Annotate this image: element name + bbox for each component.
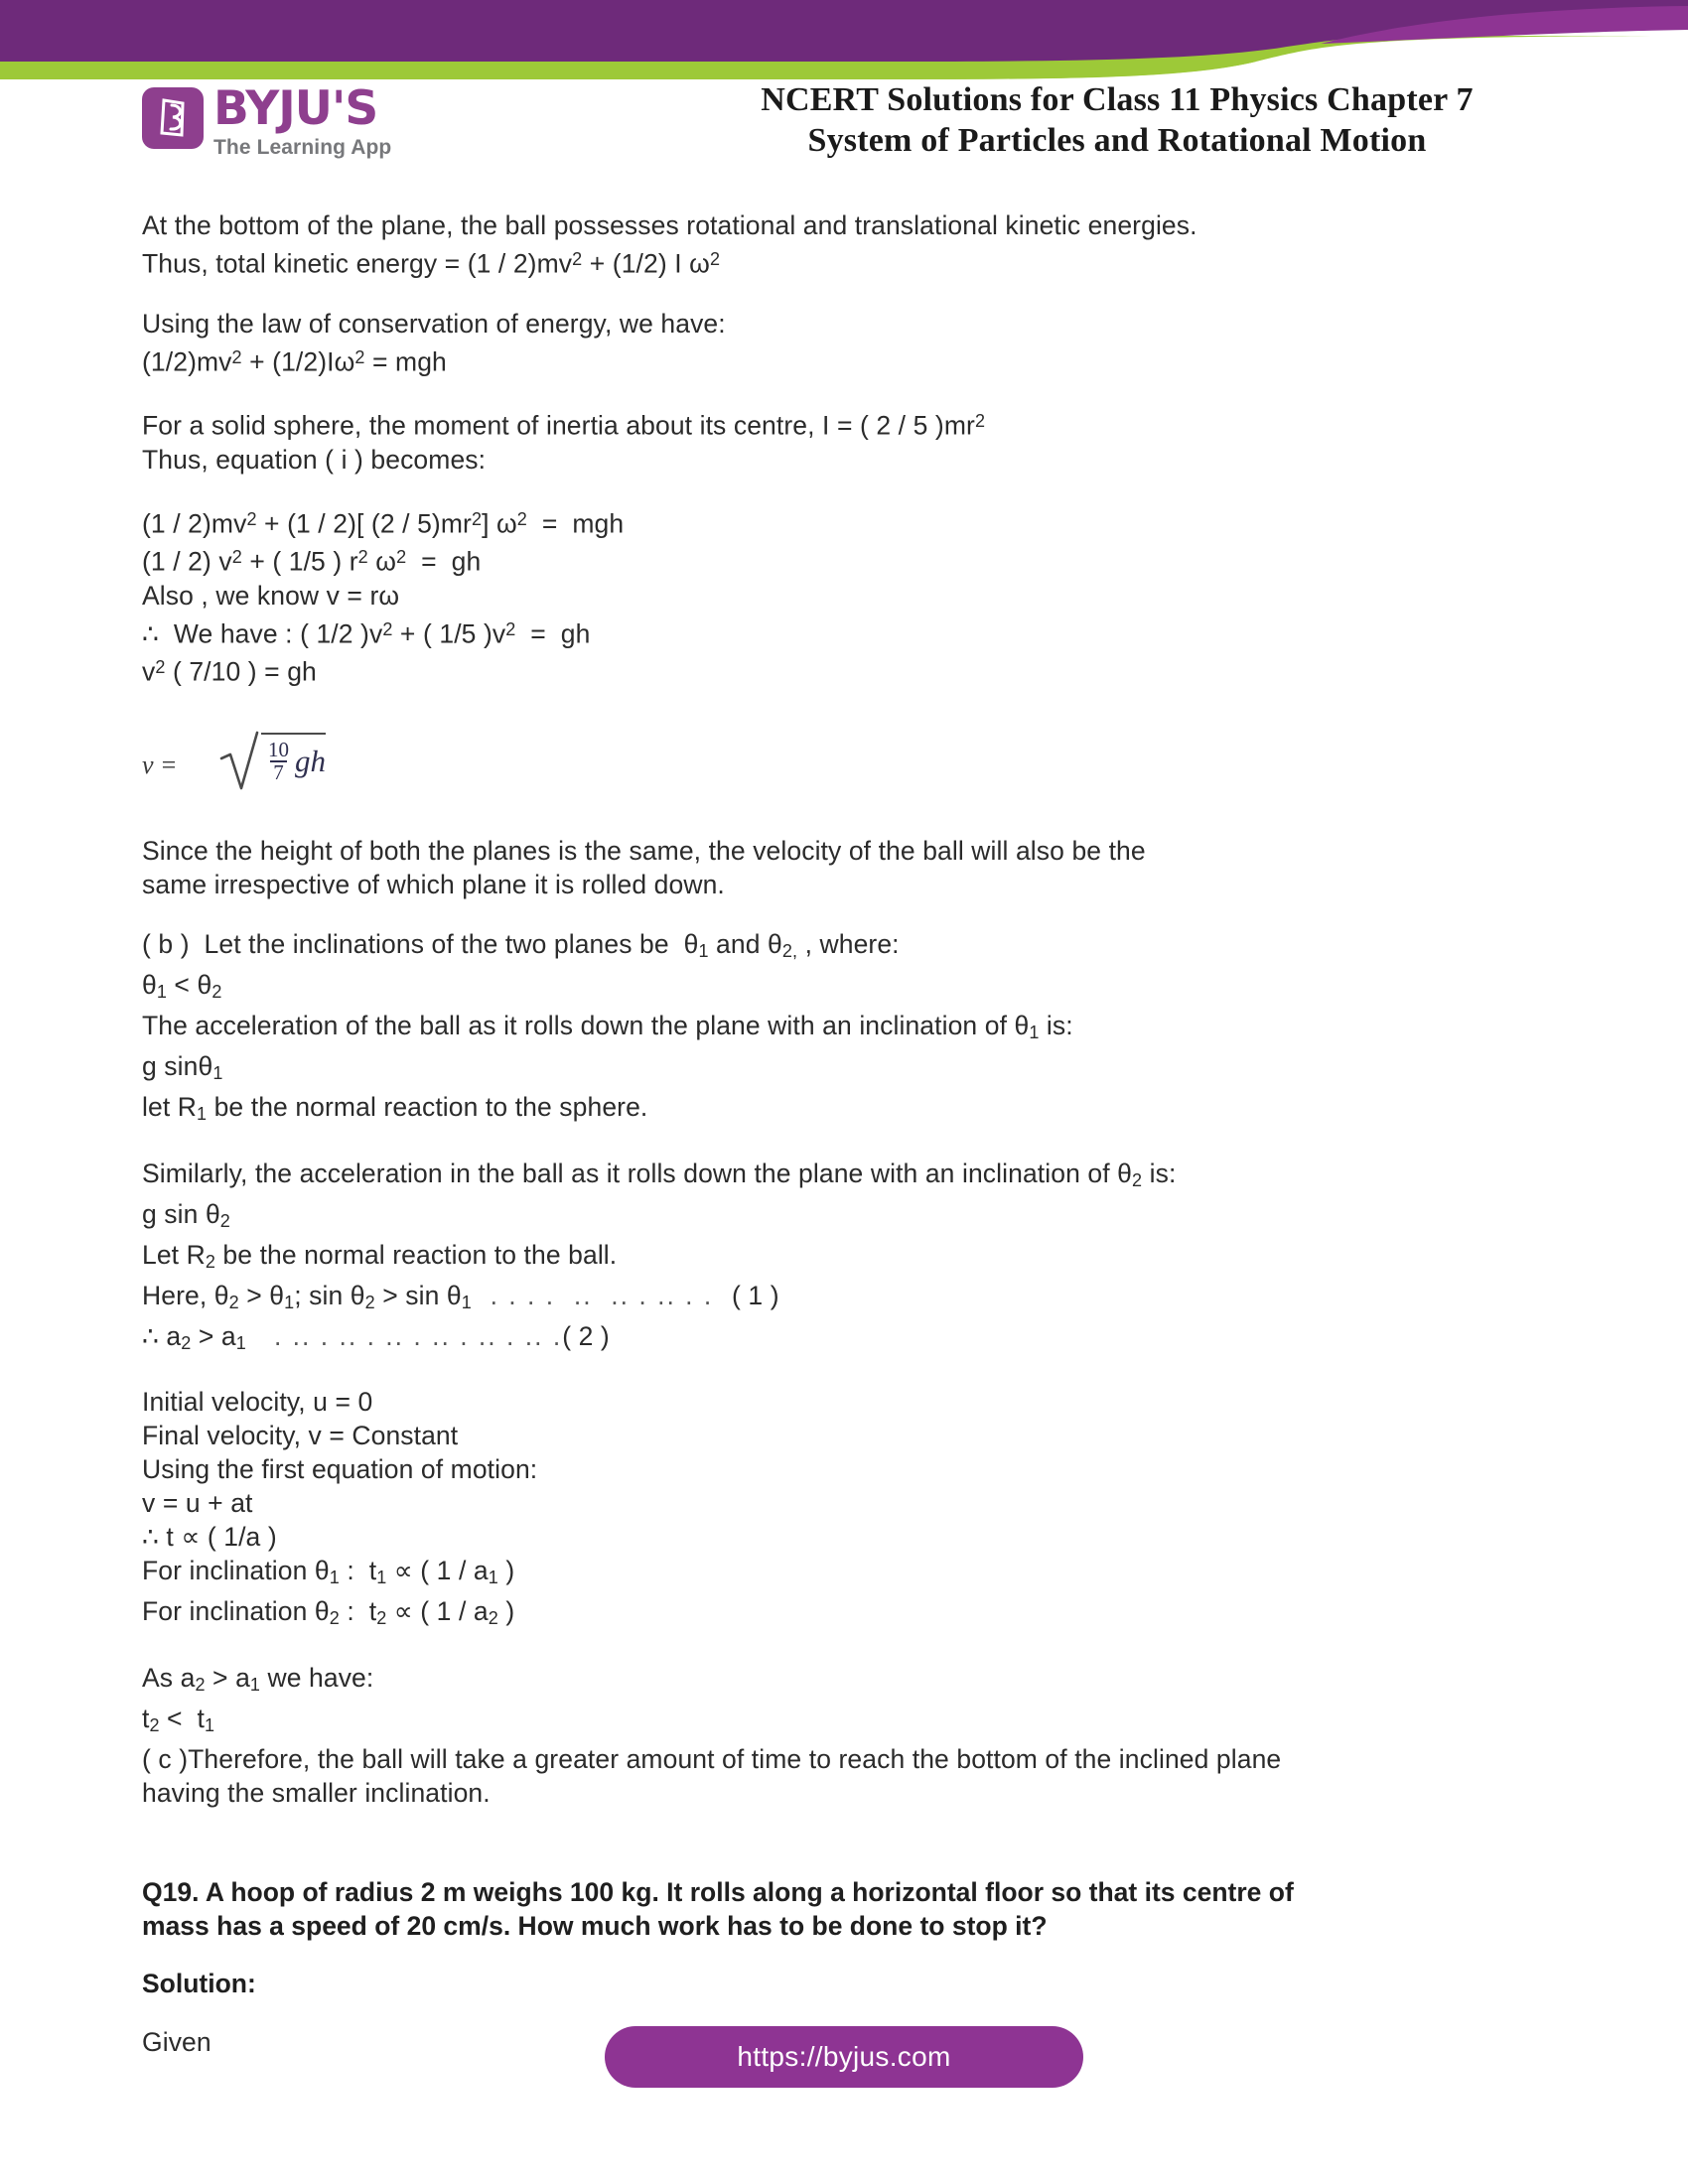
text-run: For a solid sphere, the moment of inertia about its centre, I = ( 2 / 5 )mr [142,410,975,441]
text-run: let R [142,1091,197,1122]
text-run: : t [339,1556,377,1586]
text-run: ∝ ( 1 / a [386,1556,489,1586]
subscript: 1 [488,1568,498,1588]
text-run: g sinθ [142,1050,213,1081]
text-line [142,540,1552,579]
subscript: 1 [284,1292,295,1312]
text-line: having the smaller inclination. [142,1778,491,1809]
text-run: be the normal reaction to the sphere. [207,1091,648,1122]
superscript: 2 [572,249,583,269]
paragraph-conservation-of-energy [142,307,1552,379]
text-line [142,1279,1552,1319]
text-line: ∴ t ∝ ( 1/a ) [142,1522,277,1553]
subscript: 1 [205,1715,215,1736]
superscript: 2 [516,508,527,529]
banner-green-band [0,36,1688,79]
text-line: v = u + at [142,1488,253,1519]
superscript: 2 [471,508,483,529]
text-run: Thus, total kinetic energy = (1 / 2)mv [142,248,573,279]
text-run: (1/2)mv [142,346,232,377]
text-run: > θ [238,1280,285,1310]
subscript: 1 [197,1103,208,1124]
text-run: + ( 1/5 ) r [241,546,358,577]
radical-sign-icon [219,727,261,792]
superscript: 2 [382,618,393,639]
text-line: mass has a speed of 20 cm/s. How much work has to be done to stop it? [142,1911,1048,1942]
superscript: 2 [974,411,986,432]
text-run: + (1/2)Iω [241,346,355,377]
text-line [142,1049,1552,1090]
text-line [142,1702,1552,1742]
banner-green-curve [0,36,1256,79]
text-run: (1 / 2)mv [142,508,247,539]
formula-lhs: v = [142,750,178,779]
superscript: 2 [231,346,242,367]
subscript: 2 [149,1715,160,1736]
logo-wordmark: BYJU'S [213,81,378,136]
text-run: ∝ ( 1 / a [386,1596,489,1627]
text-line: ( c )Therefore, the ball will take a greater amount of time to reach the bottom of the inclined plane [142,1744,1282,1775]
paragraph-same-height [142,834,1552,901]
text-run: (1 / 2) v [142,546,232,577]
text-run: > sin θ [374,1280,462,1310]
text-run: ; sin θ [294,1280,365,1310]
text-run: v [142,656,156,687]
text-line: Using the first equation of motion: [142,1454,538,1485]
subscript: 1 [249,1675,261,1696]
text-run: ( 7/10 ) = gh [165,656,317,687]
logo-b-glyph [142,87,204,149]
banner-purple-accent [1321,6,1688,44]
subscript: 2, [781,940,798,961]
text-run: g sin θ [142,1198,220,1229]
text-run: θ [142,969,157,1000]
subscript: 2 [228,1292,239,1312]
text-line: Using the law of conservation of energy, we have: [142,308,726,339]
byjus-url-text: https://byjus.com [737,2041,951,2072]
subscript: 2 [1132,1169,1143,1190]
text-line [142,1009,1552,1049]
logo-tagline: The Learning App [213,135,392,159]
text-run: > a [191,1320,236,1351]
text-line [142,650,1552,689]
leader-dots: . . . . .. .. . .. . . [471,1280,732,1310]
text-run: ( b ) Let the inclinations of the two planes be θ [142,928,699,959]
text-line [142,1157,1552,1197]
paragraph-equations-of-motion [142,1385,1552,1635]
text-run: = gh [515,618,591,649]
text-line [142,1661,1552,1702]
subscript: 1 [329,1568,340,1588]
superscript: 2 [155,657,166,678]
text-line: Also , we know v = rω [142,580,400,611]
superscript: 2 [505,618,516,639]
text-line [142,1238,1552,1279]
radicand [261,733,326,784]
equation-number: ( 2 ) [562,1320,610,1351]
paragraph-derivation [142,502,1552,689]
text-run: we have: [260,1663,374,1694]
text-line [142,1090,1552,1131]
superscript: 2 [231,547,242,568]
given-label: Given [142,2027,211,2058]
subscript: 2 [488,1608,498,1629]
text-line: Q19. A hoop of radius 2 m weighs 100 kg. It rolls along a horizontal floor so that its centre of [142,1877,1294,1908]
text-line: At the bottom of the plane, the ball possesses rotational and translational kinetic energies. [142,210,1197,240]
banner-purple-band [0,0,1688,62]
text-run: ) [497,1556,515,1586]
radicand-gh: gh [295,743,326,778]
text-line [142,1319,1552,1360]
text-line [142,502,1552,541]
title-line-1: NCERT Solutions for Class 11 Physics Chapter 7 [761,81,1474,118]
document-title [596,79,1638,162]
superscript: 2 [246,508,257,529]
text-run: t [142,1704,150,1734]
title-line-2: System of Particles and Rotational Motion [807,122,1427,160]
text-run: = gh [406,546,482,577]
subscript: 1 [461,1292,472,1312]
subscript: 1 [1029,1022,1040,1042]
text-run: : t [339,1596,377,1627]
subscript: 2 [211,981,222,1002]
superscript: 2 [396,547,407,568]
solution-heading: Solution: [142,1969,256,1999]
text-line [142,1554,1552,1594]
superscript: 2 [354,346,365,367]
subscript: 1 [376,1568,387,1588]
subscript: 2 [219,1210,230,1231]
text-run: = mgh [364,346,447,377]
equation-number: ( 1 ) [732,1280,779,1310]
text-run: ∴ We have : ( 1/2 )v [142,618,383,649]
text-run: Similarly, the acceleration in the ball as it rolls down the plane with an inclination of θ [142,1158,1133,1188]
superscript: 2 [357,547,368,568]
text-run: For inclination θ [142,1596,330,1627]
text-run: > a [205,1663,250,1694]
subscript: 1 [156,981,167,1002]
text-line: Final velocity, v = Constant [142,1421,459,1451]
paragraph-moment-of-inertia [142,404,1552,477]
paragraph-theta2-acceleration [142,1157,1552,1360]
text-run: is: [1039,1010,1073,1040]
fraction-numerator: 10 [268,737,289,761]
text-run: + ( 1/5 )v [392,618,506,649]
text-run: As a [142,1663,196,1694]
text-line [142,927,1552,968]
subscript: 2 [205,1251,215,1272]
subscript: 2 [181,1332,192,1353]
section-spacer [142,1836,1552,1875]
text-run: Let R [142,1239,206,1270]
subscript: 1 [235,1332,246,1353]
byjus-logo [142,81,392,160]
paragraph-conclusion [142,1661,1552,1810]
subscript: 2 [329,1608,340,1629]
text-run: The acceleration of the ball as it rolls down the plane with an inclination of θ [142,1010,1030,1040]
text-line [142,613,1552,651]
fraction-denominator: 7 [270,760,287,783]
text-run: + (1 / 2)[ (2 / 5)mr [256,508,472,539]
header-banner [0,0,1688,89]
text-line: Since the height of both the planes is the same, the velocity of the ball will also be the [142,835,1146,866]
text-run: For inclination θ [142,1556,330,1586]
text-run: be the normal reaction to the ball. [214,1239,618,1270]
text-run: ] ω [482,508,517,539]
formula-radical [219,727,326,792]
document-body [142,208,1552,2085]
subscript: 1 [212,1062,223,1083]
text-line [142,968,1552,1009]
text-line [142,341,1552,379]
superscript: 2 [709,249,721,269]
question-19-heading [142,1875,1552,1943]
text-line [142,1594,1552,1635]
text-line: Thus, equation ( i ) becomes: [142,444,487,475]
subscript: 2 [364,1292,375,1312]
fraction-10-over-7 [265,737,292,784]
text-run: < t [159,1704,206,1734]
text-line [142,404,1552,443]
subscript: 1 [698,940,709,961]
text-run: is: [1142,1158,1177,1188]
text-line: same irrespective of which plane it is rolled down. [142,869,725,899]
text-run: Here, θ [142,1280,229,1310]
text-run: and θ [708,928,782,959]
paragraph-kinetic-energy [142,208,1552,281]
text-run: = mgh [526,508,625,539]
text-run: ω [367,546,397,577]
text-run: ) [497,1596,515,1627]
text-run: ∴ a [142,1320,182,1351]
text-line [142,1197,1552,1238]
text-run: + (1/2) I ω [582,248,710,279]
subscript: 2 [195,1675,206,1696]
text-run: < θ [166,969,212,1000]
byjus-url-button[interactable] [605,2026,1083,2088]
byjus-logo-mark [142,87,204,149]
subscript: 2 [376,1608,387,1629]
velocity-formula [142,723,1552,794]
text-run: , where: [797,928,900,959]
leader-dots: . .. . .. . .. . .. . .. . .. . [245,1320,563,1351]
text-line [142,242,1552,281]
paragraph-part-b [142,927,1552,1131]
text-line: Initial velocity, u = 0 [142,1387,373,1418]
